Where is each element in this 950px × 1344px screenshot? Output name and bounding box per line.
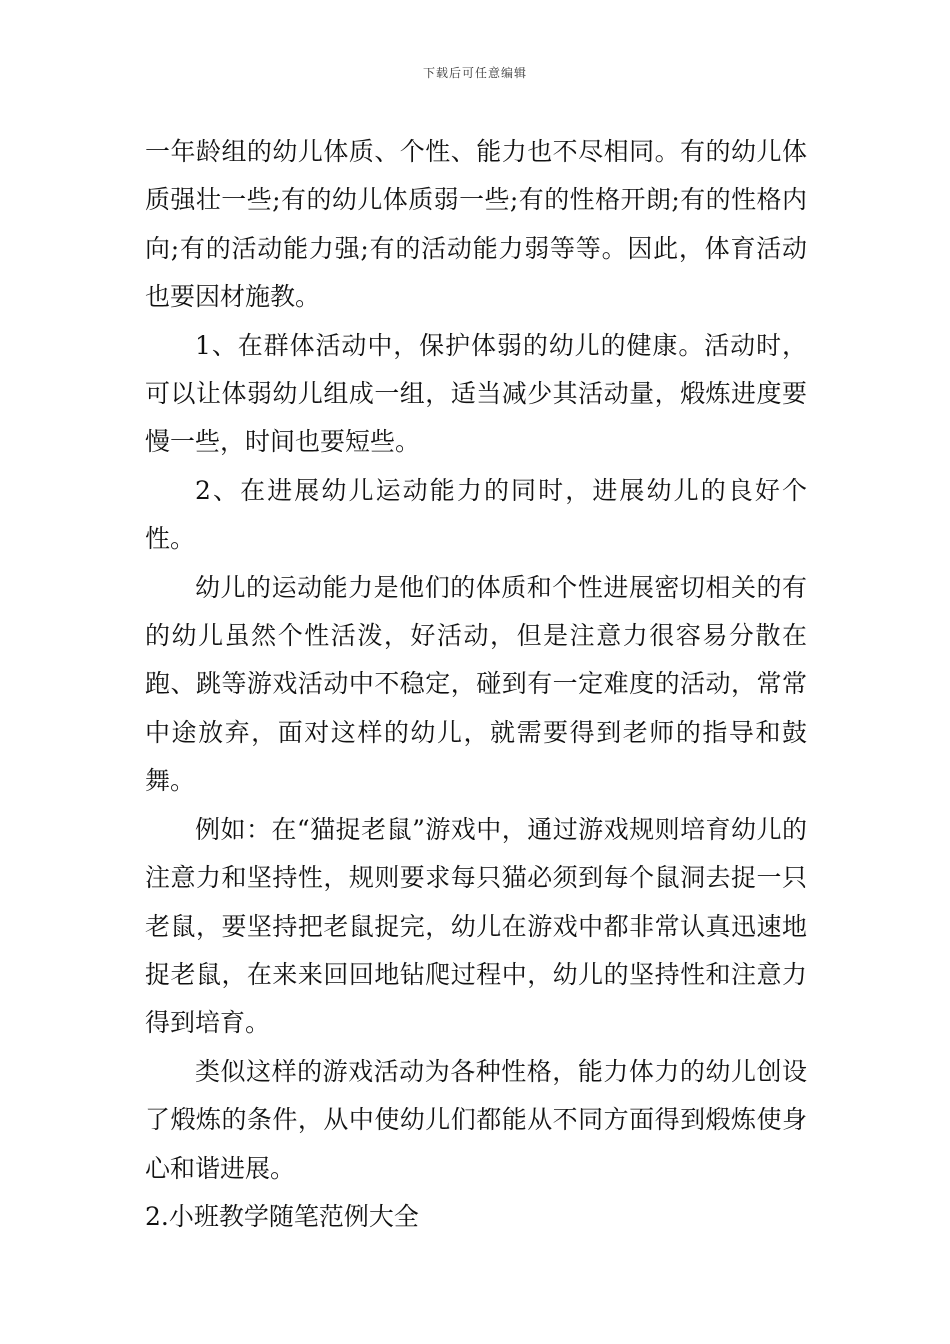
paragraph-continuation: 一年龄组的幼儿体质、个性、能力也不尽相同。有的幼儿体质强壮一些;有的幼儿体质弱一些;有的性格开朗;有的性格内向;有的活动能力强;有的活动能力弱等等。因此，体育活动也要因材施教。 — [145, 137, 807, 312]
paragraph-summary: 类似这样的游戏活动为各种性格，能力体力的幼儿创设了煅炼的条件，从中使幼儿们都能从不同方面得到煅炼使身心和谐进展。 — [145, 1056, 807, 1183]
paragraph-example: 例如：在“猫捉老鼠”游戏中，通过游戏规则培育幼儿的注意力和坚持性，规则要求每只猫必须到每个鼠洞去捉一只老鼠，要坚持把老鼠捉完，幼儿在游戏中都非常认真迅速地捉老鼠，在来来回回地钻爬过程中，幼儿的坚持性和注意力得到培育。 — [145, 814, 807, 1038]
page-header: 下载后可任意编辑 — [422, 66, 527, 80]
paragraph-motor-ability: 幼儿的运动能力是他们的体质和个性进展密切相关的有的幼儿虽然个性活泼，好活动，但是注意力很容易分散在跑、跳等游戏活动中不稳定，碰到有一定难度的活动，常常中途放弃，面对这样的幼儿，就需要得到老师的指导和鼓舞。 — [145, 572, 807, 796]
section-heading: 2.小班教学随笔范例大全 — [145, 1201, 419, 1231]
paragraph-point-1: 1、在群体活动中，保护体弱的幼儿的健康。活动时，可以让体弱幼儿组成一组，适当减少其活动量，煅炼进度要慢一些，时间也要短些。 — [145, 330, 807, 457]
paragraph-point-2: 2、在进展幼儿运动能力的同时，进展幼儿的良好个性。 — [145, 475, 807, 554]
document-body — [145, 128, 807, 1241]
